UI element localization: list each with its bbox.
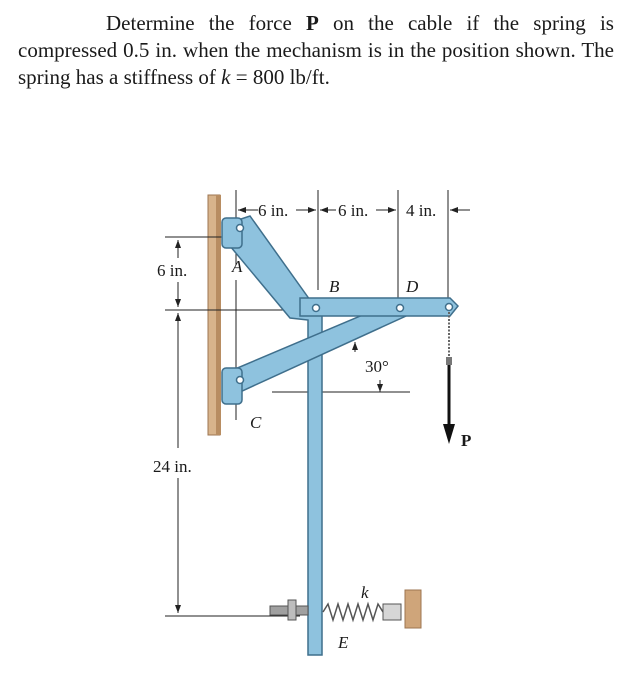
- spring-assembly: [270, 590, 421, 628]
- pin-C: [237, 377, 244, 384]
- label-P: P: [461, 431, 472, 450]
- label-C: C: [250, 413, 262, 432]
- dim-4in-right: 4 in.: [406, 201, 437, 220]
- lever-D-arm: [300, 298, 458, 316]
- pin-bracket-C: [222, 368, 242, 404]
- label-k: k: [361, 583, 369, 602]
- force-symbol: P: [305, 11, 319, 35]
- spring-coil: [323, 604, 383, 620]
- pin-end: [446, 304, 453, 311]
- dim-6in-vertical: 6 in.: [157, 261, 188, 280]
- label-B: B: [329, 277, 340, 296]
- pin-D: [397, 305, 404, 312]
- cable: [446, 312, 452, 365]
- pin-A: [237, 225, 244, 232]
- pin-bracket-A: [222, 218, 242, 248]
- angle-30-degrees: 30°: [365, 357, 389, 376]
- dim-6in-left: 6 in.: [258, 201, 289, 220]
- pin-B: [313, 305, 320, 312]
- label-D: D: [406, 277, 419, 296]
- label-A: A: [232, 257, 243, 276]
- label-E: E: [338, 633, 349, 652]
- stiffness-symbol: k: [221, 65, 231, 89]
- problem-text-2: on the cable if the spring is compressed 0.5 in. when the mechanism is in the position shown. The spring has a stiffness of: [18, 11, 614, 89]
- wall-support: [208, 195, 221, 435]
- dim-24in-vertical: 24 in.: [153, 457, 192, 476]
- problem-text-1: Determine the force: [106, 11, 306, 35]
- member-AB-bent-bar: [230, 216, 322, 655]
- force-P-arrow: [443, 365, 455, 444]
- problem-text-3: = 800 lb/ft.: [230, 65, 330, 89]
- dim-6in-mid: 6 in.: [338, 201, 369, 220]
